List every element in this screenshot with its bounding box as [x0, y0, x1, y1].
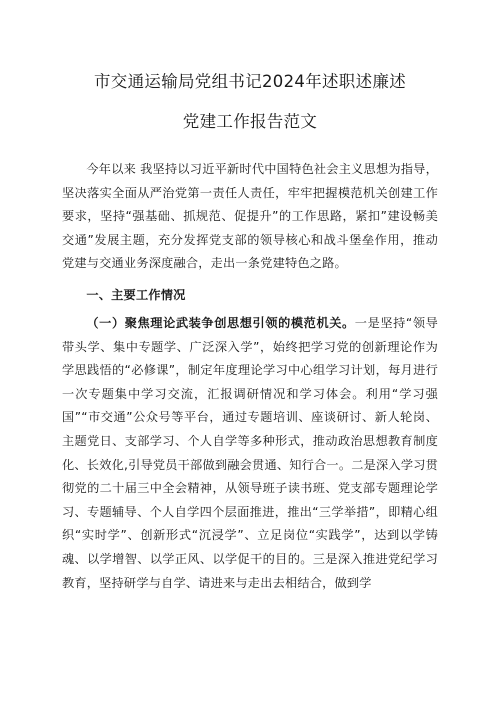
subsection-1-heading: （一）聚焦理论武装争创思想引领的模范机关。 [86, 315, 355, 330]
document-title-line-1: 市交通运输局党组书记2024年述职述廉述 [94, 72, 406, 91]
intro-paragraph: 今年以来 我坚持以习近平新时代中国特色社会主义思想为指导，坚决落实全面从严治党第一责任人责任，牢牢把握模范机关创建工作要求，坚持“强基础、抓规范、促提升”的工作思路，紧扣”建设畅美交通”发展主题，充分发挥党支部的领导核心和战斗堡垒作用，推动党建与交通业务深度融合，走出一条党建特色之路。 [62, 162, 438, 271]
document-title-line-2: 党建工作报告范文 [182, 112, 318, 131]
subsection-1-body: 一是坚持“领导带头学、集中专题学、广泛深入学”，始终把学习党的创新理论作为学思践悟的“必修课”，制定年度理论学习中心组学习计划，每月进行一次专题集中学习交流，汇报调研情况和学习体会。利用“学习强国”“市交通”公众号等平台，通过专题培训、座谈研讨、新人轮岗、主题党日、支部学习、个人自学等多种形式，推动政治思想教育制度化、长效化,引导党员干部做到融会贯通、知行合一。二是深入学习贯彻党的二十届三中全会精神，从领导班子读书班、党支部专题理论学习、专题辅导、个人自学四个层面推进，推出“三学举措”，即精心组织“实时学”、创新形式“沉浸学”、立足岗位“实践学”，达到以学铸魂、以学增智、以学正风、以学促干的目的。三是深入推进党纪学习教育，坚持研学与自学、请进来与走出去相结合，做到学 [62, 315, 438, 590]
subsection-1-paragraph [62, 312, 438, 595]
section-heading-main-work: 一、主要工作情况 [86, 287, 186, 302]
